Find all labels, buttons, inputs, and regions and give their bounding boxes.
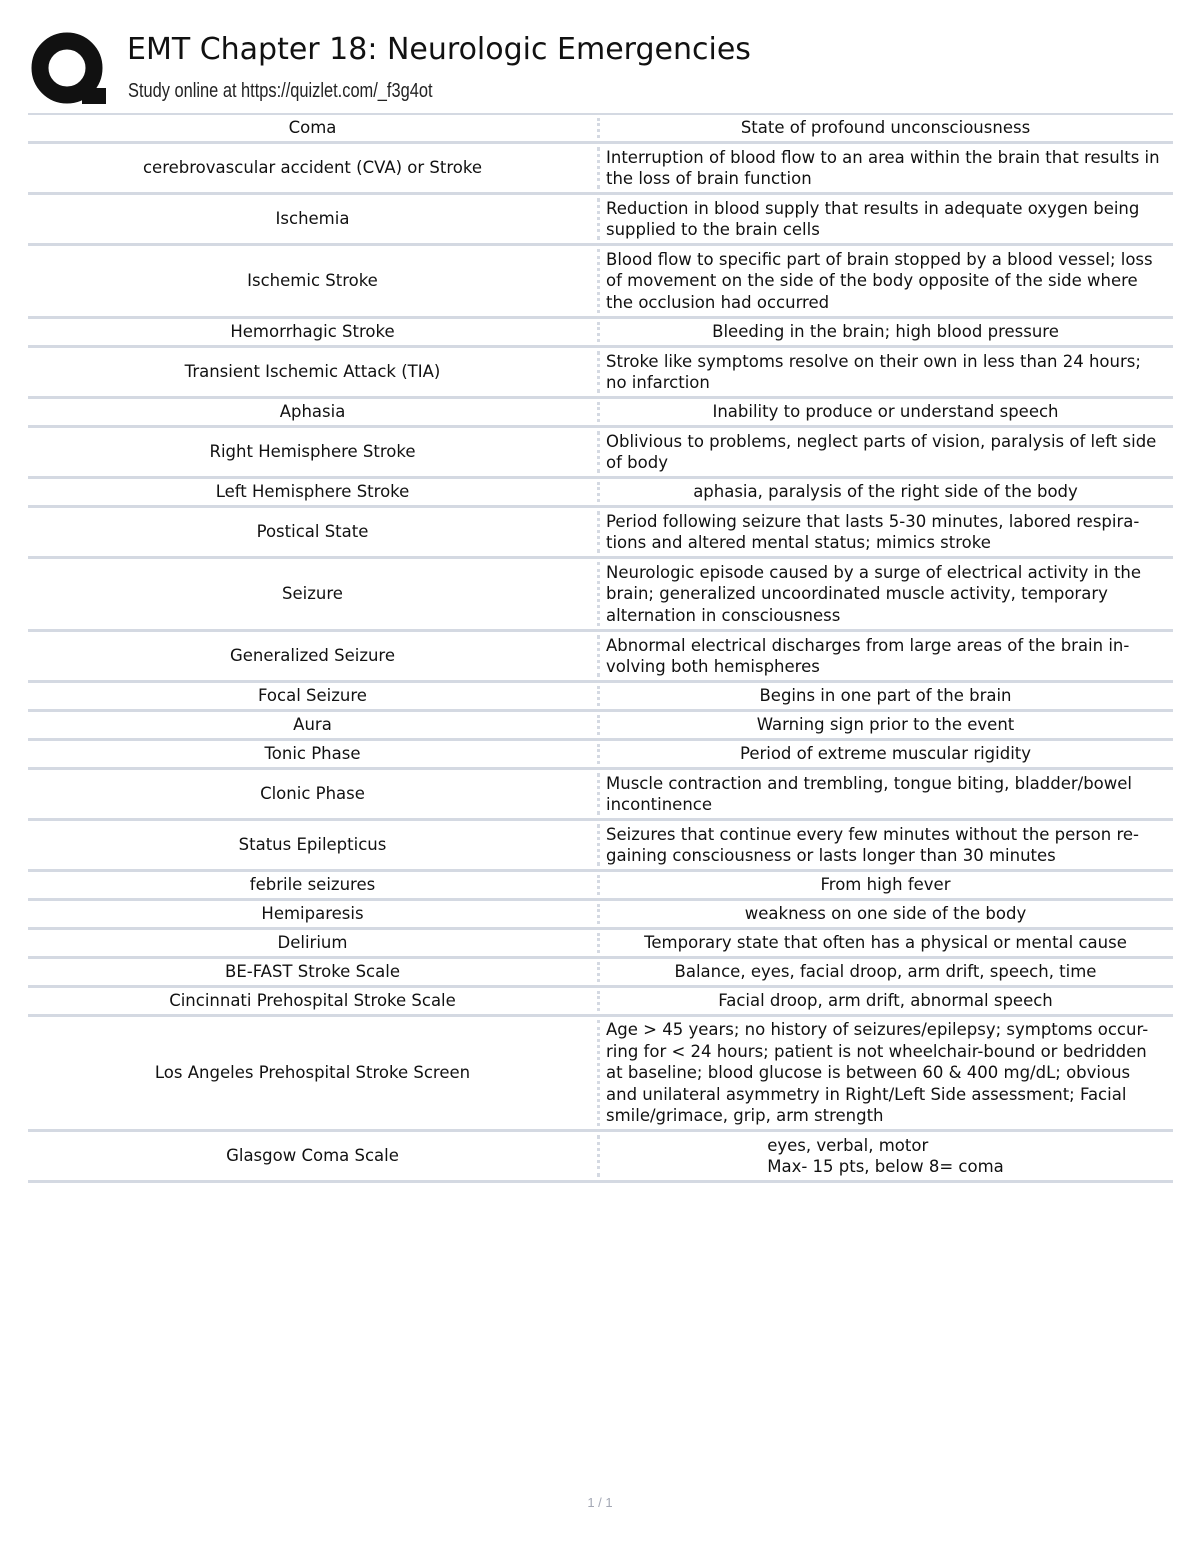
card-term-text: Postical State xyxy=(256,522,369,542)
card-definition xyxy=(600,632,1173,680)
flashcard-row xyxy=(28,319,1173,348)
flashcard-row xyxy=(28,479,1173,508)
card-definition-text: Muscle contraction and trembling, tongue biting, bladder/bowel incontinence xyxy=(606,773,1133,814)
card-definition xyxy=(600,195,1173,243)
flashcard-row xyxy=(28,988,1173,1017)
card-term xyxy=(28,144,597,192)
card-definition-text: eyes, verbal, motor Max- 15 pts, below 8= coma xyxy=(767,1135,1004,1176)
flashcard-row xyxy=(28,959,1173,988)
card-term xyxy=(28,399,597,425)
flashcard-row xyxy=(28,1132,1173,1183)
card-term-text: Focal Seizure xyxy=(258,686,367,706)
card-term-text: Seizure xyxy=(282,584,343,604)
card-term xyxy=(28,428,597,476)
card-definition-text: Bleeding in the brain; high blood pressure xyxy=(712,322,1059,342)
card-term xyxy=(28,115,597,141)
card-term-text: Cincinnati Prehospital Stroke Scale xyxy=(169,991,456,1011)
card-term xyxy=(28,901,597,927)
card-term-text: Ischemic Stroke xyxy=(247,271,378,291)
flashcard-row xyxy=(28,741,1173,770)
card-definition xyxy=(600,428,1173,476)
card-term xyxy=(28,741,597,767)
card-term xyxy=(28,959,597,985)
page-number: 1 / 1 xyxy=(587,1495,613,1510)
card-definition-text: Neurologic episode caused by a surge of electrical activity in the brain; generalized uncoordinated muscle activity, temporary alternation in consciousness xyxy=(606,562,1142,625)
flashcard-row xyxy=(28,195,1173,246)
card-definition-text: Oblivious to problems, neglect parts of vision, paralysis of left side of body xyxy=(606,431,1157,472)
card-definition xyxy=(600,246,1173,316)
card-term-text: Ischemia xyxy=(275,209,350,229)
card-definition xyxy=(600,508,1173,556)
quizlet-q-logo-icon xyxy=(30,30,108,108)
card-definition xyxy=(600,1017,1173,1129)
card-term xyxy=(28,770,597,818)
card-definition xyxy=(600,683,1173,709)
flashcard-row xyxy=(28,821,1173,872)
page-title: EMT Chapter 18: Neurologic Emergencies xyxy=(127,32,751,67)
card-definition-text: Stroke like symptoms resolve on their own in less than 24 hours; no infarction xyxy=(606,351,1141,392)
card-term xyxy=(28,683,597,709)
card-definition xyxy=(600,930,1173,956)
flashcard-row xyxy=(28,901,1173,930)
flashcard-row xyxy=(28,872,1173,901)
card-term-text: Delirium xyxy=(277,933,348,953)
flashcard-row xyxy=(28,712,1173,741)
card-term-text: Hemorrhagic Stroke xyxy=(230,322,395,342)
card-definition xyxy=(600,959,1173,985)
flashcard-row xyxy=(28,683,1173,712)
card-definition xyxy=(600,319,1173,345)
card-definition xyxy=(600,821,1173,869)
card-term-text: Aphasia xyxy=(279,402,346,422)
card-term xyxy=(28,712,597,738)
card-definition xyxy=(600,348,1173,396)
flashcard-row xyxy=(28,1017,1173,1132)
card-term xyxy=(28,319,597,345)
card-definition xyxy=(600,770,1173,818)
card-definition-text: Blood flow to specific part of brain stopped by a blood vessel; loss of movement on the side of the body opposite of the side where the occlusion had occurred xyxy=(606,249,1153,312)
card-term-text: febrile seizures xyxy=(249,875,376,895)
flashcard-row xyxy=(28,632,1173,683)
card-definition-text: aphasia, paralysis of the right side of the body xyxy=(693,482,1078,502)
flashcard-row xyxy=(28,144,1173,195)
card-term xyxy=(28,988,597,1014)
card-definition xyxy=(600,1132,1173,1180)
card-term-text: Right Hemisphere Stroke xyxy=(209,442,416,462)
card-term xyxy=(28,559,597,629)
flashcard-row xyxy=(28,508,1173,559)
card-definition-text: Balance, eyes, facial droop, arm drift, speech, time xyxy=(674,962,1097,982)
card-term xyxy=(28,632,597,680)
card-definition xyxy=(600,479,1173,505)
flashcard-row xyxy=(28,399,1173,428)
flashcard-row xyxy=(28,428,1173,479)
card-definition-text: Inability to produce or understand speech xyxy=(712,402,1059,422)
card-term-text: Hemiparesis xyxy=(261,904,364,924)
card-term xyxy=(28,508,597,556)
flashcard-row xyxy=(28,115,1173,144)
card-definition-text: weakness on one side of the body xyxy=(744,904,1027,924)
card-definition-text: Abnormal electrical discharges from large areas of the brain in-volving both hemispheres xyxy=(606,635,1130,676)
flashcard-row xyxy=(28,348,1173,399)
card-definition-text: Period of extreme muscular rigidity xyxy=(739,744,1032,764)
flashcard-row xyxy=(28,246,1173,319)
card-term xyxy=(28,246,597,316)
card-definition-text: Seizures that continue every few minutes without the person re-gaining consciousness or lasts longer than 30 minutes xyxy=(606,824,1140,865)
card-term-text: Left Hemisphere Stroke xyxy=(215,482,410,502)
study-online-link[interactable]: Study online at https://quizlet.com/_f3g4ot xyxy=(128,80,433,102)
card-term-text: cerebrovascular accident (CVA) or Stroke xyxy=(142,158,482,178)
flashcard-row xyxy=(28,559,1173,632)
card-definition xyxy=(600,988,1173,1014)
card-term xyxy=(28,930,597,956)
card-definition-text: Facial droop, arm drift, abnormal speech xyxy=(718,991,1053,1011)
card-definition xyxy=(600,712,1173,738)
card-term-text: Coma xyxy=(288,118,337,138)
card-term xyxy=(28,1017,597,1129)
card-definition-text: Interruption of blood flow to an area within the brain that results in the loss of brain function xyxy=(606,147,1160,188)
card-term xyxy=(28,479,597,505)
card-term-text: Aura xyxy=(293,715,332,735)
card-definition xyxy=(600,901,1173,927)
flashcard-row xyxy=(28,770,1173,821)
card-term-text: BE-FAST Stroke Scale xyxy=(225,962,400,982)
card-definition-text: Reduction in blood supply that results in adequate oxygen being supplied to the brain cells xyxy=(606,198,1140,239)
card-definition xyxy=(600,399,1173,425)
card-term-text: Generalized Seizure xyxy=(229,646,396,666)
flashcard-table xyxy=(28,113,1173,1183)
card-definition-text: State of profound unconsciousness xyxy=(740,118,1031,138)
card-term-text: Glasgow Coma Scale xyxy=(226,1146,399,1166)
card-definition xyxy=(600,115,1173,141)
card-term xyxy=(28,821,597,869)
card-term-text: Clonic Phase xyxy=(260,784,365,804)
card-definition-text: Warning sign prior to the event xyxy=(756,715,1015,735)
card-term xyxy=(28,348,597,396)
card-definition-text: From high fever xyxy=(820,875,951,895)
card-definition xyxy=(600,872,1173,898)
card-definition xyxy=(600,741,1173,767)
card-definition-text: Begins in one part of the brain xyxy=(759,686,1012,706)
card-term xyxy=(28,872,597,898)
card-definition-text: Period following seizure that lasts 5-30 minutes, labored respira-tions and altered mental status; mimics stroke xyxy=(606,511,1140,552)
flashcard-row xyxy=(28,930,1173,959)
card-term-text: Los Angeles Prehospital Stroke Screen xyxy=(154,1063,471,1083)
card-definition xyxy=(600,144,1173,192)
card-term-text: Transient Ischemic Attack (TIA) xyxy=(184,362,441,382)
card-definition-text: Age > 45 years; no history of seizures/epilepsy; symptoms occur-ring for < 24 hours; patient is not wheelchair-bound or bedridden at baseline; blood glucose is between 60 & 400 mg/dL; obvious and unilateral asymmetry in Right/Left Side assessment; Facial smile/grimace, grip, arm strength xyxy=(606,1020,1149,1126)
card-term-text: Status Epilepticus xyxy=(238,835,387,855)
card-term xyxy=(28,1132,597,1180)
card-term xyxy=(28,195,597,243)
card-definition xyxy=(600,559,1173,629)
card-definition-text: Temporary state that often has a physical or mental cause xyxy=(644,933,1127,953)
card-term-text: Tonic Phase xyxy=(264,744,361,764)
